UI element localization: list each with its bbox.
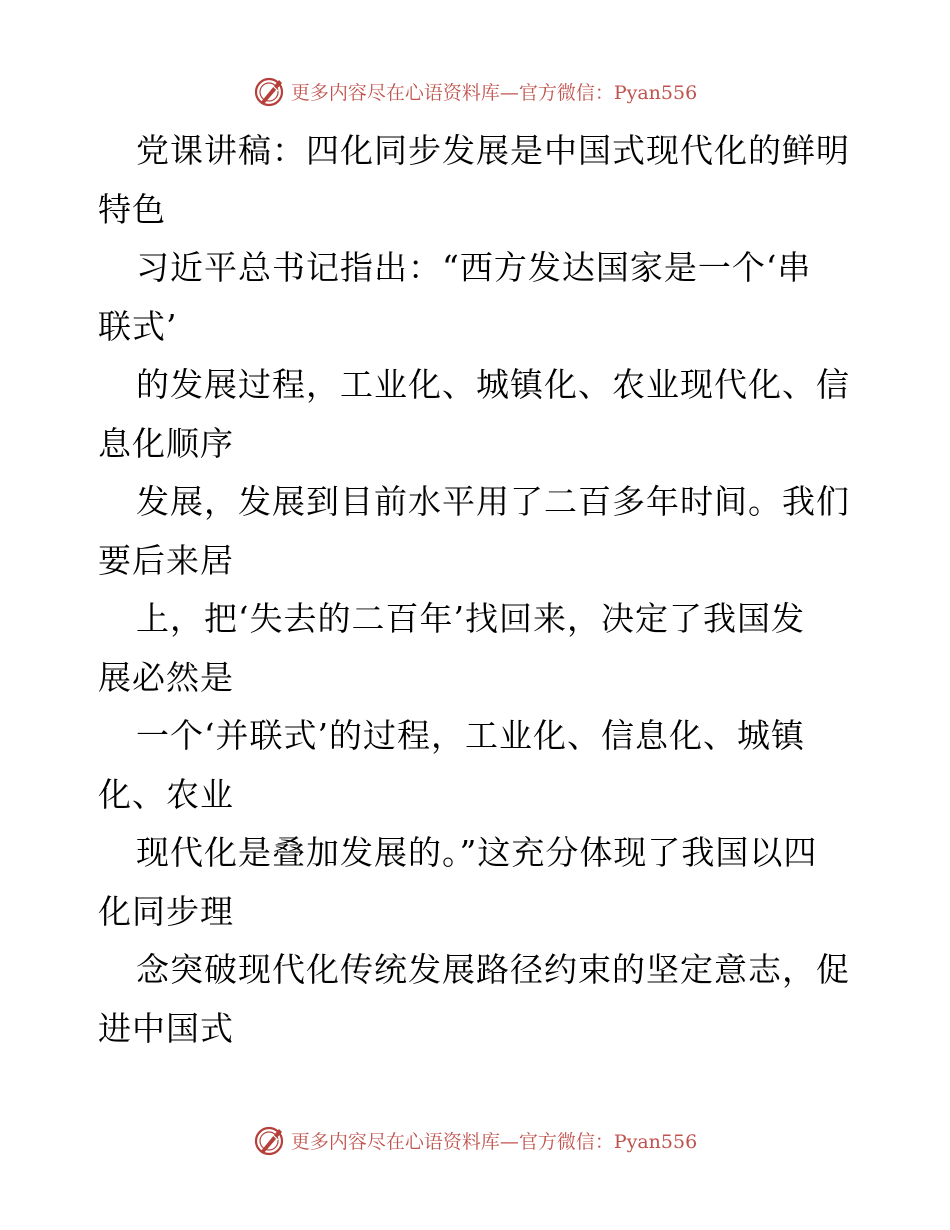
paragraph	[98, 941, 858, 1058]
paragraph-line: 联式’	[98, 306, 178, 346]
paragraph-line: 特色	[98, 189, 166, 229]
paragraph-line: 一个‘并联式’的过程，工业化、信息化、城镇	[136, 716, 805, 755]
paragraph	[98, 356, 858, 473]
document-body	[98, 122, 858, 1058]
paragraph	[98, 239, 858, 356]
paragraph-line: 现代化是叠加发展的。”这充分体现了我国以四	[136, 833, 818, 872]
paragraph-line: 上，把‘失去的二百年’找回来，决定了我国发	[136, 599, 805, 638]
paragraph-line: 进中国式	[98, 1008, 234, 1048]
paragraph	[98, 824, 858, 941]
paragraph-line: 化同步理	[98, 891, 234, 931]
paragraph-line: 发展，发展到目前水平用了二百多年时间。我们	[136, 482, 850, 521]
paragraph	[98, 473, 858, 590]
paragraph-line: 党课讲稿：四化同步发展是中国式现代化的鲜明	[136, 131, 850, 170]
header-banner	[0, 71, 950, 111]
paragraph-line: 念突破现代化传统发展路径约束的坚定意志，促	[136, 950, 850, 989]
paragraph-line: 息化顺序	[98, 423, 234, 463]
paragraph-line: 的发展过程，工业化、城镇化、农业现代化、信	[136, 365, 850, 404]
paragraph-line: 展必然是	[98, 657, 234, 697]
paragraph-title	[98, 122, 858, 239]
paragraph-line: 要后来居	[98, 540, 234, 580]
paragraph-line: 化、农业	[98, 774, 234, 814]
paragraph	[98, 707, 858, 824]
quill-pen-circle-icon	[253, 1123, 287, 1157]
quill-pen-circle-icon	[253, 74, 287, 108]
header-banner-text: 更多内容尽在心语资料库—官方微信：Pyan556	[290, 81, 698, 104]
footer-banner	[0, 1120, 950, 1160]
paragraph	[98, 590, 858, 707]
paragraph-line: 习近平总书记指出：“西方发达国家是一个‘串	[136, 248, 812, 287]
footer-banner-text: 更多内容尽在心语资料库—官方微信：Pyan556	[290, 1130, 698, 1153]
